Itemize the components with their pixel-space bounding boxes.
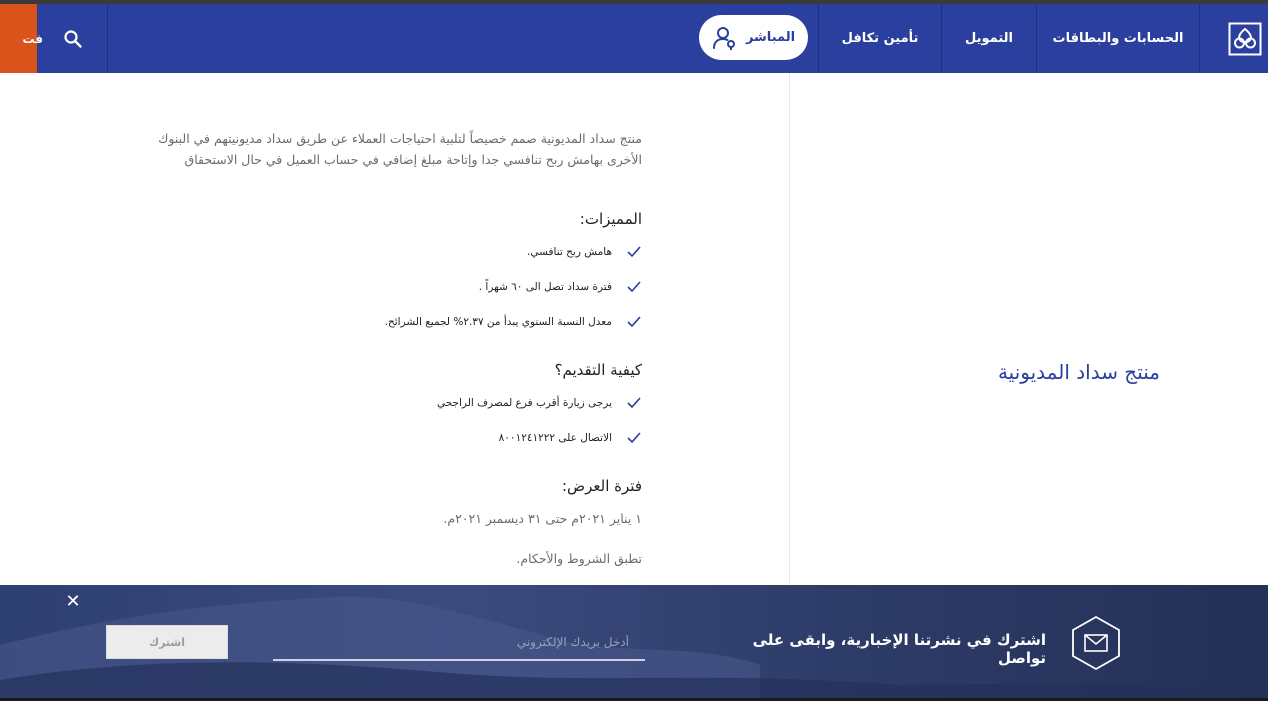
content-divider bbox=[789, 73, 790, 585]
orange-action-label: فت bbox=[22, 31, 43, 46]
search-button[interactable] bbox=[38, 4, 107, 73]
orange-action-button[interactable] bbox=[0, 4, 43, 73]
apply-step-text: يرجى زيارة أقرب فرع لمصرف الراجحي bbox=[436, 397, 612, 409]
offer-heading: فترة العرض: bbox=[561, 477, 642, 495]
user-key-icon bbox=[712, 25, 738, 51]
product-title: منتج سداد المديونية bbox=[997, 360, 1160, 384]
terms-text: تطبق الشروط والأحكام. bbox=[516, 551, 642, 566]
nav-divider bbox=[1199, 4, 1200, 73]
nav-divider bbox=[107, 4, 108, 73]
checkmark-icon bbox=[626, 395, 642, 411]
email-input[interactable] bbox=[273, 625, 645, 661]
top-navigation bbox=[0, 4, 1268, 73]
feature-text: هامش ربح تنافسي. bbox=[527, 246, 612, 258]
feature-item bbox=[150, 312, 642, 332]
feature-item bbox=[150, 277, 642, 297]
envelope-icon bbox=[1070, 615, 1122, 671]
live-banking-button[interactable] bbox=[699, 15, 808, 60]
newsletter-text: اشترك في نشرتنا الإخبارية، وابقى على تواصل bbox=[752, 631, 1046, 667]
apply-step-text: الاتصال على ٨٠٠١٢٤١٢٢٢ bbox=[498, 432, 612, 444]
checkmark-icon bbox=[626, 279, 642, 295]
feature-text: معدل النسبة السنوي يبدأ من ٢.٣٧% لجميع الشرائح. bbox=[384, 316, 612, 328]
offer-period: ١ يناير ٢٠٢١م حتى ٣١ ديسمبر ٢٠٢١م. bbox=[443, 511, 642, 526]
checkmark-icon bbox=[626, 244, 642, 260]
close-newsletter-button[interactable]: ✕ bbox=[65, 591, 81, 612]
features-heading: المميزات: bbox=[579, 210, 642, 228]
nav-item-accounts-cards[interactable]: الحسابات والبطاقات bbox=[1052, 31, 1184, 46]
product-intro: منتج سداد المديونية صمم خصيصاً لتلبية احتياجات العملاء عن طريق سداد مديونيتهم في البنوك الأخرى بهامش ربح تنافسي جدا وإتاحة مبلغ إضافي في حساب العميل في حال الاستحقاق bbox=[158, 131, 642, 167]
apply-step bbox=[150, 428, 642, 448]
feature-text: فترة سداد تصل الى ٦٠ شهراً . bbox=[478, 281, 612, 293]
apply-step bbox=[150, 393, 642, 413]
product-details bbox=[150, 128, 642, 170]
nav-item-takaful[interactable]: تأمين تكافل bbox=[841, 31, 919, 46]
search-icon bbox=[63, 29, 83, 49]
checkmark-icon bbox=[626, 430, 642, 446]
nav-item-financing[interactable]: التمويل bbox=[965, 31, 1013, 46]
newsletter-bar bbox=[0, 585, 1268, 701]
feature-item bbox=[150, 242, 642, 262]
checkmark-icon bbox=[626, 314, 642, 330]
subscribe-button[interactable]: اشترك bbox=[106, 625, 228, 659]
apply-heading: كيفية التقديم؟ bbox=[554, 361, 642, 379]
bank-logo-icon[interactable] bbox=[1228, 22, 1262, 56]
live-banking-label: المباشر bbox=[745, 30, 796, 45]
